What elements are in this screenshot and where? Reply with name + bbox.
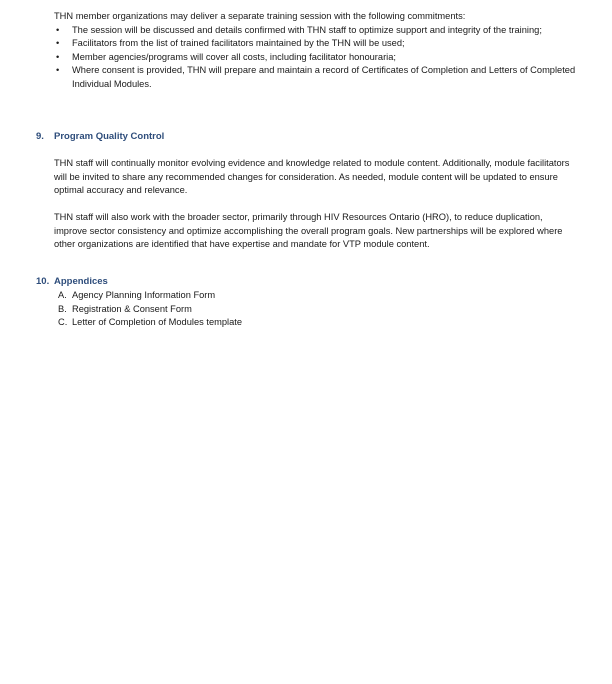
list-marker: C. (58, 317, 68, 327)
paragraph-text: THN staff will also work with the broader sector, primarily through HIV Resources Ontario (HRO), to reduce duplication, improve sector consistency and optimize accomplishing the overall program goals. New partnerships will be explored where other organizations are identified that have expertise and mandate for VTP module content. (54, 212, 563, 249)
section-9-paragraph-2 (54, 211, 576, 252)
section-number: 9. (36, 131, 44, 142)
list-item-text: The session will be discussed and details confirmed with THN staff to optimize support and integrity of the training; (72, 24, 542, 35)
list-item-text: Member agencies/programs will cover all costs, including facilitator honouraria; (72, 51, 396, 62)
list-item-text: Agency Planning Information Form (72, 290, 216, 300)
list-item-text: Letter of Completion of Modules template (72, 317, 243, 327)
list-marker: A. (58, 290, 67, 300)
list-item (54, 51, 576, 65)
list-item (54, 37, 576, 51)
paragraph-text: THN staff will continually monitor evolving evidence and knowledge related to module content. Additionally, module facilitators will be invited to share any recommended changes for consideration. As needed, module content will be updated to ensure optimal accuracy and relevance. (54, 158, 570, 195)
list-item-text: Facilitators from the list of trained facilitators maintained by the THN will be used; (72, 38, 405, 48)
section-title: Appendices (54, 276, 108, 287)
section-9-paragraph-1 (54, 157, 576, 198)
list-item (54, 24, 576, 38)
list-item (58, 303, 558, 317)
list-item (58, 316, 558, 330)
intro-section (54, 10, 576, 91)
bullet-icon: • (56, 24, 60, 35)
commitments-list (54, 24, 576, 92)
appendices-list-container (58, 289, 558, 330)
list-item-text: Registration & Consent Form (72, 303, 192, 314)
section-9-heading (36, 130, 164, 143)
intro-text: THN member organizations may deliver a separate training session with the following commitments: (54, 11, 466, 21)
list-item-text: Where consent is provided, THN will prepare and maintain a record of Certificates of Completion and Letters of Completed Individual Modules. (72, 65, 576, 89)
appendices-list (58, 289, 558, 330)
section-10-heading (36, 275, 108, 288)
list-marker: B. (58, 303, 67, 314)
list-item (58, 289, 558, 303)
section-number: 10. (36, 276, 50, 287)
bullet-icon: • (56, 65, 60, 75)
bullet-icon: • (56, 38, 60, 48)
list-item (54, 64, 576, 91)
bullet-icon: • (56, 51, 60, 62)
section-title: Program Quality Control (54, 131, 165, 142)
